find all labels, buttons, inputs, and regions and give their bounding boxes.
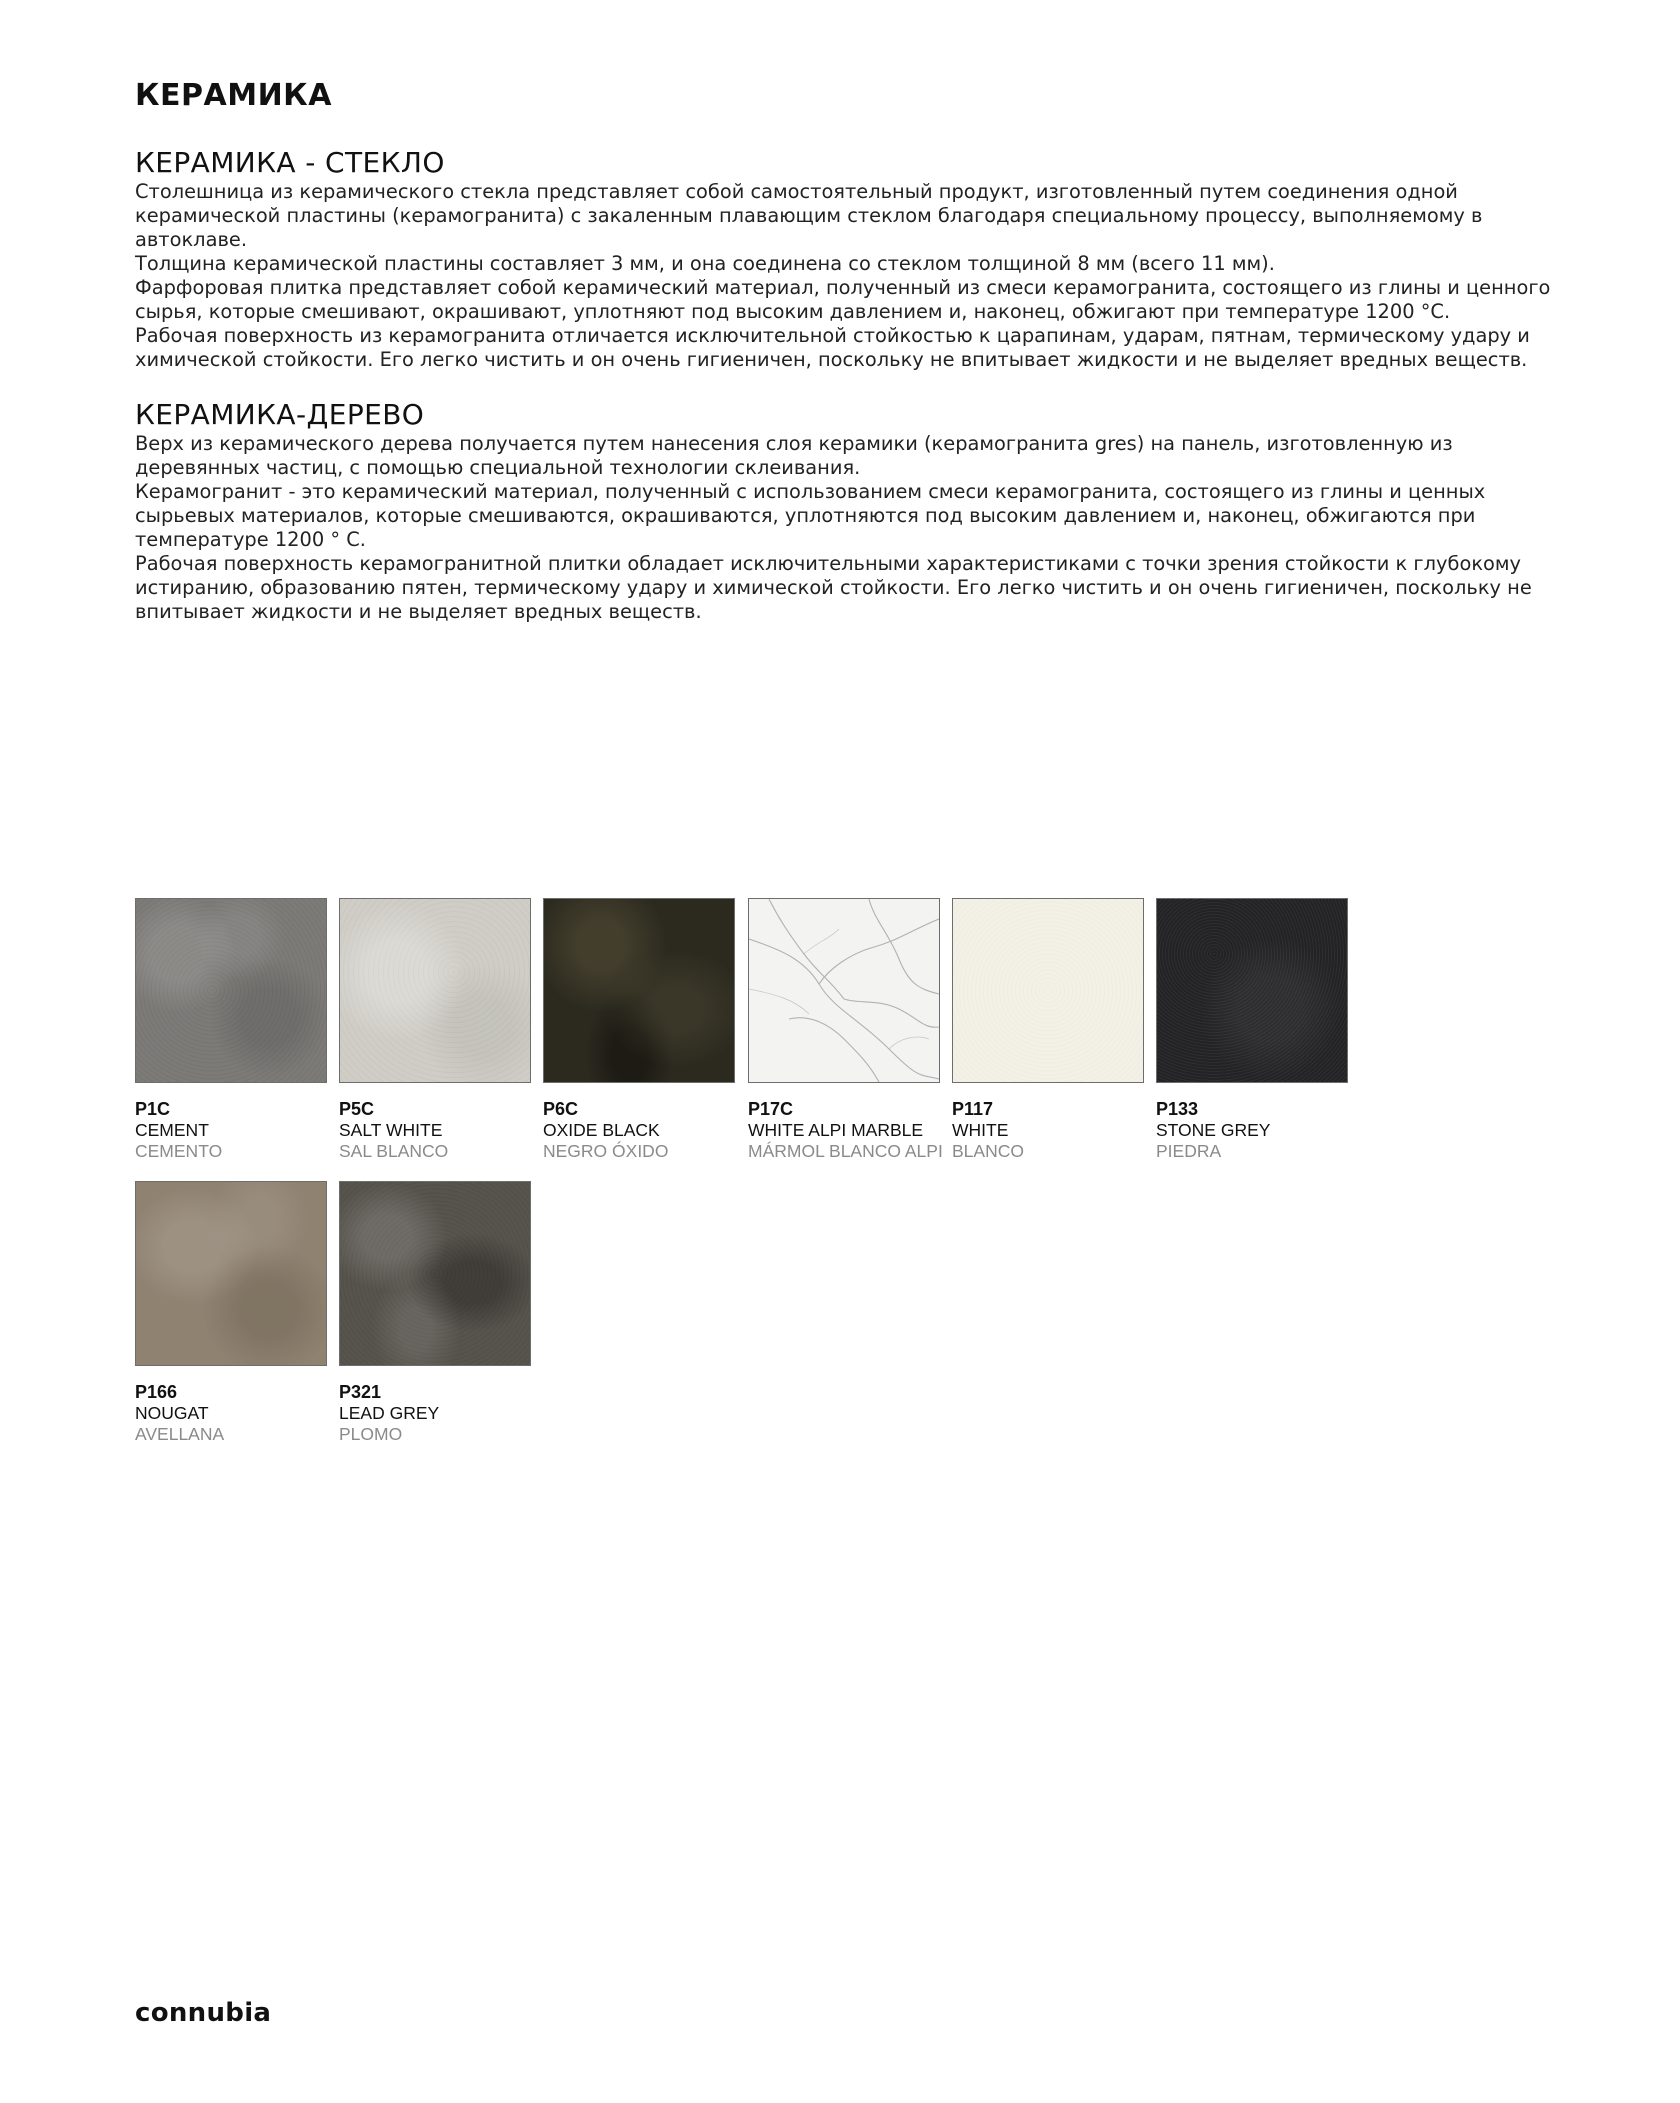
swatch-name-es: SAL BLANCO bbox=[339, 1141, 449, 1161]
paragraph: Столешница из керамического стекла представляет собой самостоятельный продукт, изготовленный путем соединения одной керамической пластины (керамогранита) с закаленным плавающим стеклом благодаря специальному процессу, выполняемому в автоклаве. bbox=[135, 180, 1483, 251]
marble-veins bbox=[749, 899, 939, 1082]
swatch-p6c bbox=[543, 898, 737, 1162]
swatch-name: STONE GREY bbox=[1156, 1120, 1271, 1140]
section-title: КЕРАМИКА - СТЕКЛО bbox=[135, 146, 445, 179]
paragraph: Толщина керамической пластины составляет 3 мм, и она соединена со стеклом толщиной 8 мм (всего 11 мм). bbox=[135, 252, 1275, 275]
swatch-name-es: PLOMO bbox=[339, 1424, 403, 1444]
section-title: КЕРАМИКА-ДЕРЕВО bbox=[135, 398, 425, 431]
swatch-name-es: PIEDRA bbox=[1156, 1141, 1222, 1161]
swatch-tile bbox=[748, 898, 940, 1083]
swatch-code: P5C bbox=[339, 1099, 375, 1119]
swatch-name-es: AVELLANA bbox=[135, 1424, 225, 1444]
swatch-name-es: NEGRO ÓXIDO bbox=[543, 1141, 669, 1161]
swatch-name: NOUGAT bbox=[135, 1403, 209, 1423]
paragraph: Фарфоровая плитка представляет собой керамический материал, полученный из смеси керамогранита, состоящего из глины и ценного сырья, которые смешивают, окрашивают, уплотняют под высоким давлением и, наконец, обжигают при температуре 1200 °C. bbox=[135, 276, 1551, 323]
swatch-tile bbox=[135, 1181, 327, 1366]
swatch-p166 bbox=[135, 1181, 329, 1445]
swatch-code: P6C bbox=[543, 1099, 579, 1119]
swatch-name: WHITE ALPI MARBLE bbox=[748, 1120, 924, 1140]
swatch-name: SALT WHITE bbox=[339, 1120, 443, 1140]
swatch-tile bbox=[339, 898, 531, 1083]
swatch-code: P321 bbox=[339, 1382, 382, 1402]
swatch-tile bbox=[543, 898, 735, 1083]
paragraph: Рабочая поверхность из керамогранита отличается исключительной стойкостью к царапинам, ударам, пятнам, термическому удару и химической стойкости. Его легко чистить и он очень гигиеничен, поскольку не впитывает жидкости и не выделяет вредных веществ. bbox=[135, 324, 1530, 371]
swatch-tile bbox=[1156, 898, 1348, 1083]
swatch-p17c bbox=[748, 898, 942, 1162]
paragraph: Верх из керамического дерева получается путем нанесения слоя керамики (керамогранита gres) на панель, изготовленную из деревянных частиц, с помощью специальной технологии склеивания. bbox=[135, 432, 1453, 479]
swatch-tile bbox=[952, 898, 1144, 1083]
swatch-name: WHITE bbox=[952, 1120, 1009, 1140]
swatch-tile bbox=[135, 898, 327, 1083]
swatch-name: OXIDE BLACK bbox=[543, 1120, 660, 1140]
swatch-tile bbox=[339, 1181, 531, 1366]
swatch-code: P133 bbox=[1156, 1099, 1199, 1119]
swatch-p321 bbox=[339, 1181, 533, 1445]
paragraph: Рабочая поверхность керамогранитной плитки обладает исключительными характеристиками с точки зрения стойкости к глубокому истиранию, образованию пятен, термическому удару и химической стойкости. Его легко чистить и он очень гигиеничен, поскольку не впитывает жидкости и не выделяет вредных веществ. bbox=[135, 552, 1532, 623]
swatch-p117 bbox=[952, 898, 1146, 1162]
swatch-name-es: BLANCO bbox=[952, 1141, 1024, 1161]
swatch-p5c bbox=[339, 898, 533, 1162]
swatch-code: P1C bbox=[135, 1099, 171, 1119]
page-title: КЕРАМИКА bbox=[135, 78, 332, 113]
section-ceramic-wood bbox=[135, 398, 1565, 624]
swatch-code: P17C bbox=[748, 1099, 794, 1119]
swatch-name: LEAD GREY bbox=[339, 1403, 440, 1423]
swatch-p133 bbox=[1156, 898, 1350, 1162]
swatch-code: P117 bbox=[952, 1099, 994, 1119]
connubia-logo: connubia bbox=[135, 1998, 272, 2028]
swatch-name-es: MÁRMOL BLANCO ALPI bbox=[748, 1141, 943, 1161]
section-ceramic-glass bbox=[135, 146, 1565, 372]
swatch-p1c bbox=[135, 898, 329, 1162]
paragraph: Керамогранит - это керамический материал, полученный с использованием смеси керамогранита, состоящего из глины и ценных сырьевых материалов, которые смешиваются, окрашиваются, уплотняются под высоким давлением и, наконец, обжигаются при температуре 1200 ° C. bbox=[135, 480, 1486, 551]
swatch-name-es: CEMENTO bbox=[135, 1141, 223, 1161]
swatch-name: CEMENT bbox=[135, 1120, 209, 1140]
swatch-code: P166 bbox=[135, 1382, 178, 1402]
